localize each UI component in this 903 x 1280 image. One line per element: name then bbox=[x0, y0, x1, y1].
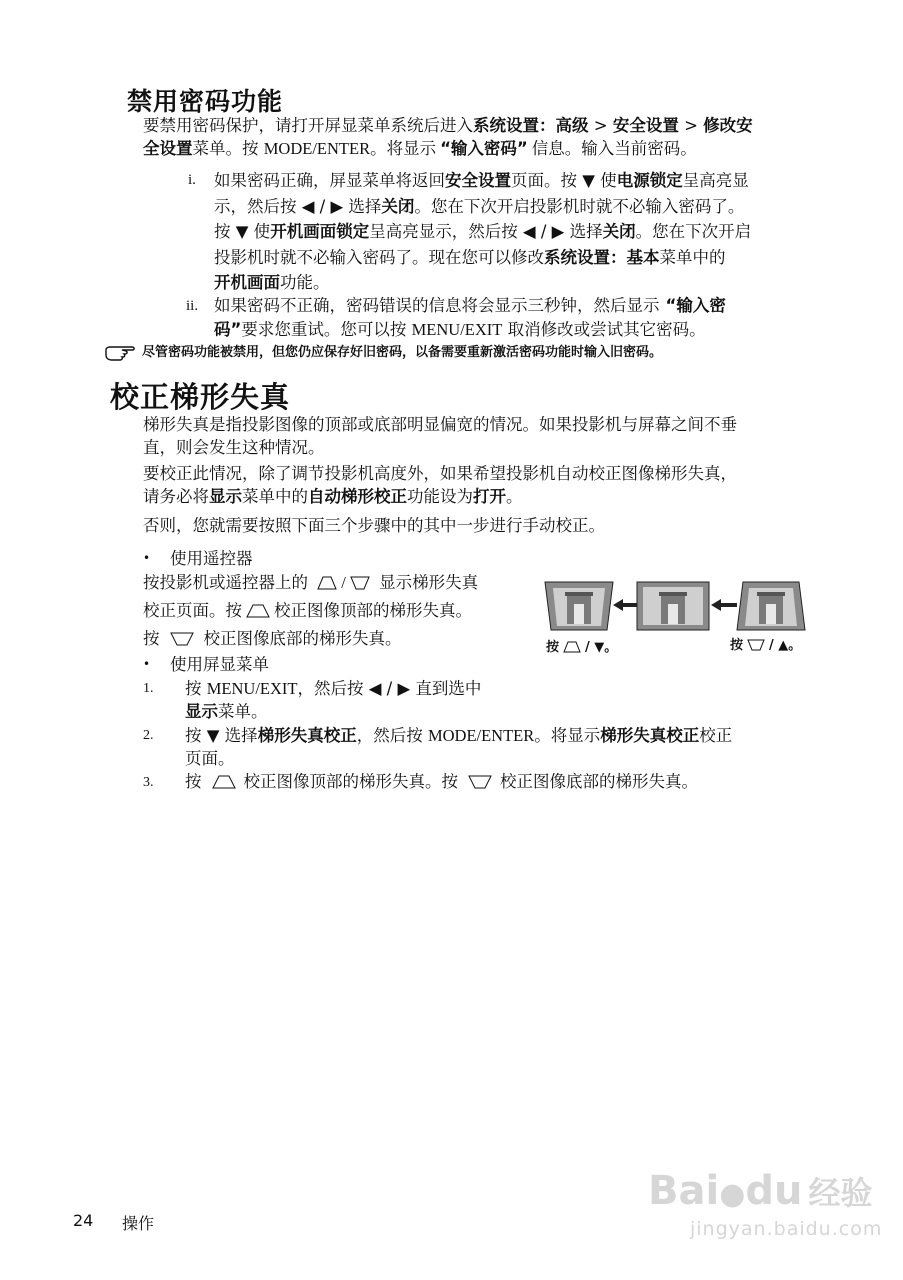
text: 菜单。 bbox=[218, 702, 268, 721]
text: / ▼。 bbox=[585, 640, 618, 655]
text: 呈高亮显示，然后按 ◀ / ▶ 选择 bbox=[369, 222, 603, 241]
bullet-title-remote: 使用遥控器 bbox=[170, 549, 253, 568]
text: 如果密码正确，屏显菜单将返回 bbox=[214, 171, 445, 190]
bullet-title-osd: 使用屏显菜单 bbox=[170, 655, 269, 674]
text: 显示梯形失真 bbox=[379, 573, 479, 592]
remote-instructions bbox=[143, 570, 533, 654]
text: 校正 bbox=[699, 726, 733, 745]
text: 要禁用密码保护，请打开屏显菜单系统后进入 bbox=[143, 116, 473, 135]
keystone-bottom-icon bbox=[747, 638, 765, 656]
paw-icon: ● bbox=[719, 1177, 746, 1212]
step-number: 1. bbox=[143, 681, 154, 696]
text: 要求您重试。您可以按 bbox=[241, 320, 412, 339]
watermark-url: jingyan.baidu.com bbox=[690, 1218, 883, 1240]
keystone-bottom-icon bbox=[170, 629, 194, 654]
list-item-ii bbox=[214, 294, 824, 342]
text: 。您在下次开启投影机时就不必输入密码了。 bbox=[414, 196, 745, 216]
text: 开机画面锁定 bbox=[270, 222, 370, 241]
text: 。 bbox=[506, 487, 523, 506]
text: 按 bbox=[730, 638, 744, 653]
text: 功能。 bbox=[280, 273, 330, 292]
text: 投影机时就不必输入密码了。现在您可以修改 bbox=[214, 247, 544, 267]
note-text: 尽管密码功能被禁用，但您仍应保存好旧密码，以备需要重新激活密码功能时输入旧密码。 bbox=[142, 345, 663, 360]
text: “输入密码” bbox=[440, 139, 528, 158]
text: 按投影机或遥控器上的 bbox=[143, 573, 308, 592]
step-number: 2. bbox=[143, 728, 154, 743]
keystone-bottom-icon bbox=[468, 773, 492, 796]
pointing-hand-icon bbox=[104, 344, 138, 366]
text: 信息。输入当前密码。 bbox=[531, 139, 697, 158]
text: 功能设为 bbox=[407, 487, 473, 506]
text: 电源锁定 bbox=[616, 171, 683, 190]
text: 开机画面 bbox=[214, 273, 280, 292]
keystone-top-icon bbox=[212, 773, 236, 796]
text: 如果密码不正确，密码错误的信息将会显示三秒钟，然后显示 bbox=[214, 296, 660, 315]
text: 按 bbox=[546, 640, 560, 655]
page-number: 24 bbox=[73, 1211, 94, 1230]
text: 关闭 bbox=[602, 222, 636, 241]
list-item-i bbox=[214, 168, 824, 296]
section1-intro bbox=[143, 114, 823, 160]
keystone-top-icon bbox=[563, 640, 581, 658]
step-3 bbox=[185, 770, 805, 796]
keystone-bottom-icon bbox=[350, 573, 370, 598]
text: MENU/EXIT bbox=[411, 320, 503, 339]
text: ，然后按 ◀ / ▶ 直到选中 bbox=[297, 679, 482, 698]
text: 按 bbox=[185, 772, 202, 791]
text: MODE/ENTER bbox=[427, 726, 535, 745]
keystone-top-icon bbox=[246, 601, 270, 626]
keystone-image-top-wide bbox=[541, 580, 617, 632]
text: 。将显示 bbox=[370, 139, 437, 158]
text: 校正图像底部的梯形失真。 bbox=[203, 629, 402, 648]
step-2 bbox=[185, 724, 805, 770]
text: 呈高亮显 bbox=[682, 171, 749, 190]
text: 码” bbox=[214, 320, 242, 339]
keystone-paragraph-3: 否则，您就需要按照下面三个步骤中的其中一步进行手动校正。 bbox=[143, 516, 605, 535]
text: 。您在下次开启 bbox=[635, 222, 752, 241]
text: 按 bbox=[143, 629, 160, 648]
section-title-keystone: 校正梯形失真 bbox=[110, 380, 291, 414]
text: 页面。 bbox=[185, 749, 235, 768]
text: > bbox=[678, 116, 704, 135]
text: 安全设置 bbox=[612, 116, 679, 135]
text: 打开 bbox=[473, 487, 506, 506]
text: 示，然后按 ◀ / ▶ 选择 bbox=[214, 196, 382, 216]
text: 校正图像底部的梯形失真。 bbox=[500, 772, 698, 791]
text: du bbox=[745, 1168, 803, 1214]
text: 修改安 bbox=[703, 116, 753, 135]
text: 全设置 bbox=[143, 139, 193, 158]
text: MODE/ENTER bbox=[263, 139, 371, 158]
text: 显示 bbox=[209, 487, 242, 506]
text: 菜单中的 bbox=[659, 247, 726, 267]
keystone-image-bottom-wide bbox=[733, 580, 809, 632]
text: 系统设置：基本 bbox=[544, 247, 660, 267]
step-1 bbox=[185, 677, 785, 723]
text: 取消修改或尝试其它密码。 bbox=[502, 320, 706, 339]
text: 按 ▼ 选择 bbox=[185, 726, 258, 745]
text: 系统设置：高级 bbox=[473, 116, 589, 135]
step-number: 3. bbox=[143, 775, 154, 790]
list-marker-i: i. bbox=[188, 172, 196, 188]
text: 经验 bbox=[808, 1174, 873, 1212]
text: 自动梯形校正 bbox=[308, 487, 407, 506]
text: 校正图像顶部的梯形失真。按 bbox=[243, 772, 458, 791]
keystone-figure bbox=[541, 580, 811, 632]
text: 梯形失真校正 bbox=[257, 726, 357, 745]
text: 校正页面。按 bbox=[143, 601, 242, 620]
text: 梯形失真是指投影图像的顶部或底部明显偏宽的情况。如果投影机与屏幕之间不垂 bbox=[143, 415, 737, 434]
text: 请务必将 bbox=[143, 487, 209, 506]
text: > bbox=[588, 116, 613, 135]
keystone-paragraph-1 bbox=[143, 413, 823, 459]
text: 页面。按 ▼ 使 bbox=[511, 171, 617, 190]
figure-caption-left bbox=[546, 636, 617, 658]
text: 要校正此情况，除了调节投影机高度外，如果希望投影机自动校正图像梯形失真， bbox=[143, 464, 737, 483]
text: / ▲。 bbox=[769, 638, 802, 653]
text: 按 bbox=[185, 679, 207, 698]
bullet-marker: • bbox=[143, 551, 151, 565]
footer-section-label: 操作 bbox=[122, 1214, 155, 1233]
text: 梯形失真校正 bbox=[600, 726, 700, 745]
figure-caption-right bbox=[730, 634, 801, 656]
text: ，然后按 bbox=[356, 726, 428, 745]
section-title-disable-password: 禁用密码功能 bbox=[127, 87, 284, 116]
keystone-top-icon bbox=[317, 573, 337, 598]
text: 安全设置 bbox=[445, 171, 511, 190]
text: Bai bbox=[648, 1168, 720, 1214]
text: 菜单。按 bbox=[192, 139, 264, 158]
bullet-marker: • bbox=[143, 657, 151, 671]
list-marker-ii: ii. bbox=[186, 298, 199, 314]
text: 按 ▼ 使 bbox=[214, 222, 271, 241]
text: 。将显示 bbox=[534, 726, 601, 745]
text: 显示 bbox=[185, 702, 218, 721]
text: 直，则会发生这种情况。 bbox=[143, 438, 325, 457]
keystone-paragraph-2 bbox=[143, 462, 823, 508]
text: 关闭 bbox=[381, 196, 415, 216]
baidu-watermark-logo bbox=[648, 1168, 873, 1214]
keystone-image-corrected bbox=[635, 580, 711, 632]
text: / bbox=[341, 573, 346, 592]
text: 校正图像顶部的梯形失真。 bbox=[274, 601, 472, 620]
text: “输入密 bbox=[665, 296, 726, 315]
text: 菜单中的 bbox=[242, 487, 308, 506]
text: MENU/EXIT bbox=[206, 679, 298, 698]
